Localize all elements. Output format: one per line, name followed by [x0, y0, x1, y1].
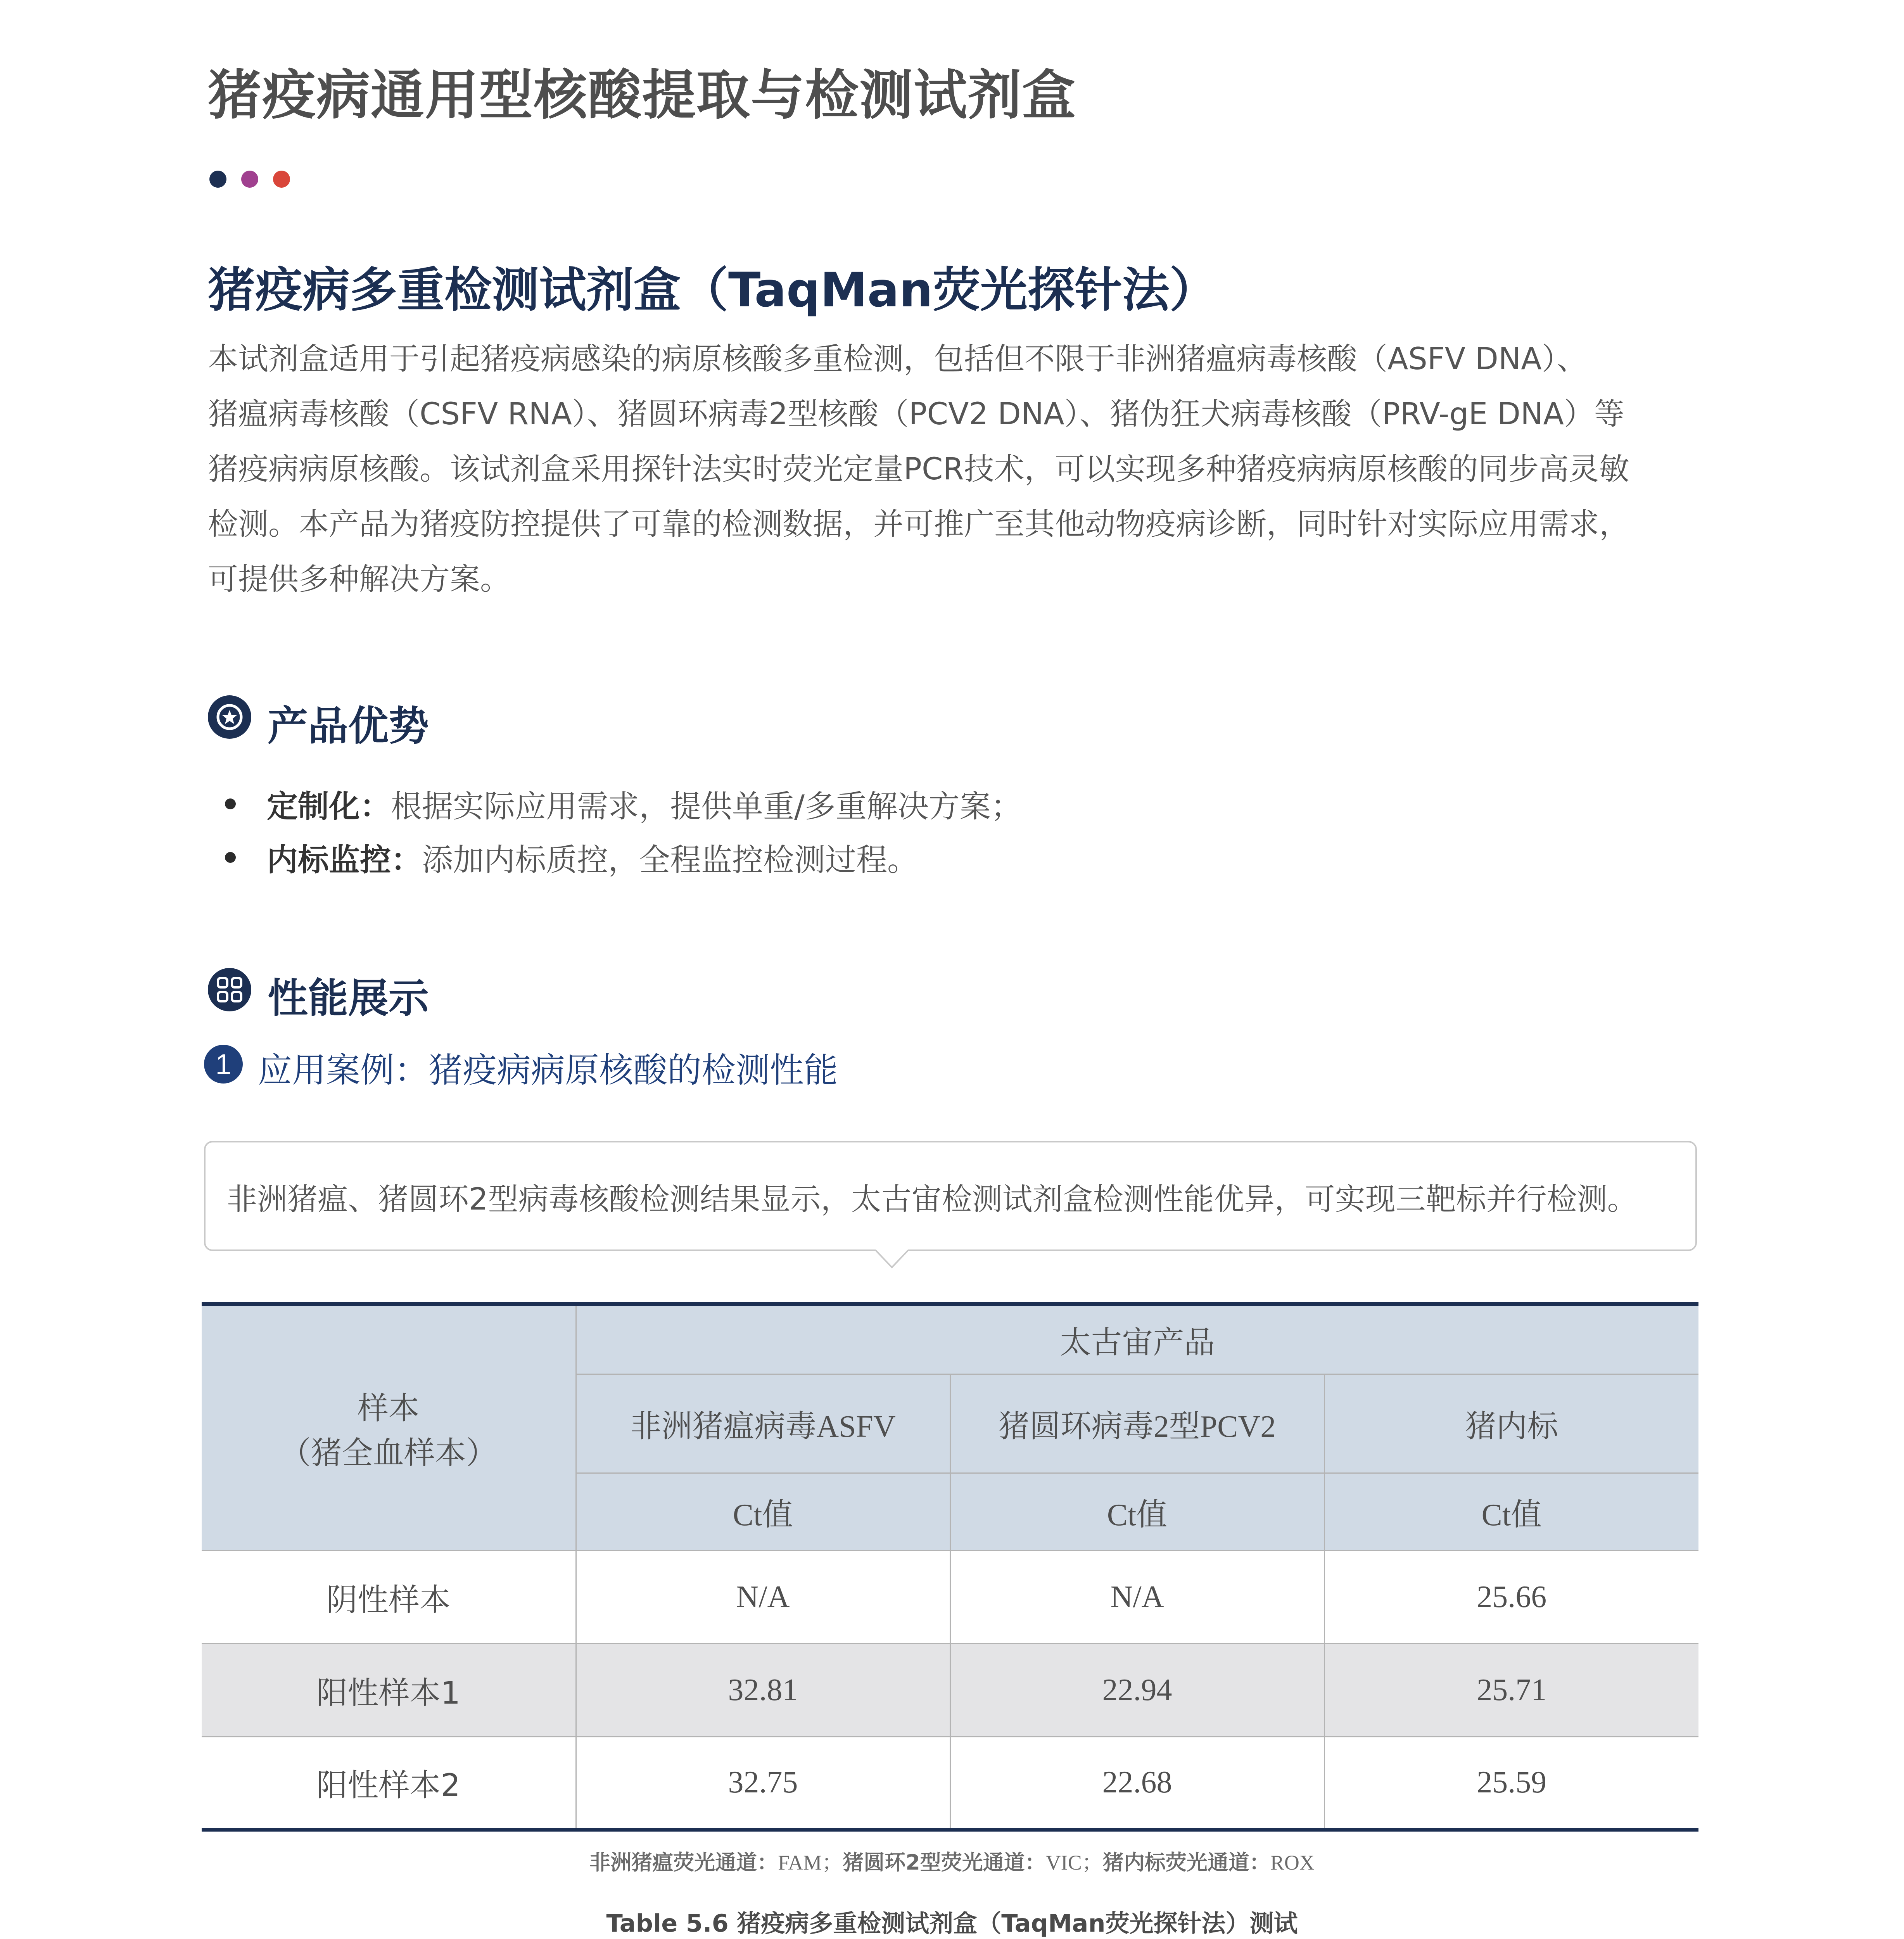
table-row — [202, 1550, 1698, 1643]
ic-channel-value: ROX — [1270, 1851, 1315, 1874]
ic-channel-label: 猪内标荧光通道： — [1102, 1850, 1270, 1875]
footnote-sep: ； — [1082, 1850, 1103, 1875]
intro-line: 可提供多种解决方案。 — [208, 562, 511, 597]
metric-header: Ct值 — [1324, 1473, 1698, 1550]
decor-dot-navy — [209, 171, 226, 188]
value-cell: 32.81 — [576, 1643, 950, 1737]
pcv2-channel-label: 猪圆环2型荧光通道： — [843, 1850, 1046, 1875]
performance-heading: 性能展示 — [268, 975, 429, 1022]
table-row — [202, 1737, 1698, 1830]
value-cell: 25.66 — [1324, 1550, 1698, 1643]
list-item — [225, 781, 1022, 826]
target-header: 猪内标 — [1324, 1374, 1698, 1473]
table-caption: Table 5.6 猪疫病多重检测试剂盒（TaqMan荧光探针法）测试 — [606, 1909, 1298, 1937]
value-cell: 25.71 — [1324, 1643, 1698, 1737]
footnote-sep: ； — [822, 1850, 843, 1875]
star-badge-icon — [208, 695, 251, 739]
intro-paragraph — [208, 332, 1720, 607]
table-row — [202, 1643, 1698, 1737]
sample-cell: 阴性样本 — [202, 1550, 576, 1643]
bullet-icon — [225, 798, 236, 809]
bullet-text: 根据实际应用需求，提供单重/多重解决方案； — [391, 788, 1022, 824]
case-number-badge: 1 — [204, 1045, 243, 1084]
case-title: 应用案例：猪疫病病原核酸的检测性能 — [258, 1050, 838, 1090]
value-cell: N/A — [950, 1550, 1324, 1643]
sample-header-line2: （猪全血样本） — [280, 1435, 497, 1471]
metric-header: Ct值 — [576, 1473, 950, 1550]
brand-header: 太古宙产品 — [576, 1304, 1698, 1374]
metric-header: Ct值 — [950, 1473, 1324, 1550]
intro-line: 猪疫病病原核酸。该试剂盒采用探针法实时荧光定量PCR技术，可以实现多种猪疫病病原核酸的同步高灵敏 — [208, 452, 1629, 487]
callout-text: 非洲猪瘟、猪圆环2型病毒核酸检测结果显示，太古宙检测试剂盒检测性能优异，可实现三靶标并行检测。 — [227, 1182, 1638, 1217]
intro-line: 检测。本产品为猪疫防控提供了可靠的检测数据，并可推广至其他动物疫病诊断，同时针对实际应用需求， — [208, 507, 1630, 542]
pcv2-channel-value: VIC — [1045, 1851, 1082, 1874]
value-cell: 22.94 — [950, 1643, 1324, 1737]
grid-icon — [208, 968, 251, 1011]
decor-dot-purple — [241, 171, 258, 188]
decor-dot-red — [273, 171, 290, 188]
value-cell: 22.68 — [950, 1737, 1324, 1830]
bullet-icon — [225, 852, 236, 863]
page-title: 猪疫病通用型核酸提取与检测试剂盒 — [208, 64, 1077, 126]
bullet-text: 添加内标质控，全程监控检测过程。 — [422, 842, 918, 878]
bullet-label: 内标监控： — [267, 842, 422, 878]
intro-line: 猪瘟病毒核酸（CSFV RNA）、猪圆环病毒2型核酸（PCV2 DNA）、猪伪狂犬病毒核酸（PRV-gE DNA）等 — [208, 397, 1624, 432]
asfv-channel-value: FAM — [778, 1851, 822, 1874]
sample-cell: 阳性样本1 — [202, 1643, 576, 1737]
callout-pointer-icon — [876, 1249, 908, 1269]
value-cell: N/A — [576, 1550, 950, 1643]
sample-header-line1: 样本 — [357, 1390, 420, 1427]
sample-cell: 阳性样本2 — [202, 1737, 576, 1830]
target-header: 猪圆环病毒2型PCV2 — [950, 1374, 1324, 1473]
list-item — [225, 835, 918, 880]
intro-line: 本试剂盒适用于引起猪疫病感染的病原核酸多重检测，包括但不限于非洲猪瘟病毒核酸（ASFV DNA）、 — [208, 342, 1587, 377]
sample-header — [202, 1304, 576, 1550]
advantages-heading: 产品优势 — [268, 702, 429, 750]
target-header: 非洲猪瘟病毒ASFV — [576, 1374, 950, 1473]
value-cell: 32.75 — [576, 1737, 950, 1830]
bullet-label: 定制化： — [267, 788, 391, 824]
value-cell: 25.59 — [1324, 1737, 1698, 1830]
results-table — [202, 1302, 1698, 1832]
section-title: 猪疫病多重检测试剂盒（TaqMan荧光探针法） — [208, 263, 1217, 318]
table-footnote — [0, 1846, 1904, 1876]
asfv-channel-label: 非洲猪瘟荧光通道： — [589, 1850, 778, 1875]
